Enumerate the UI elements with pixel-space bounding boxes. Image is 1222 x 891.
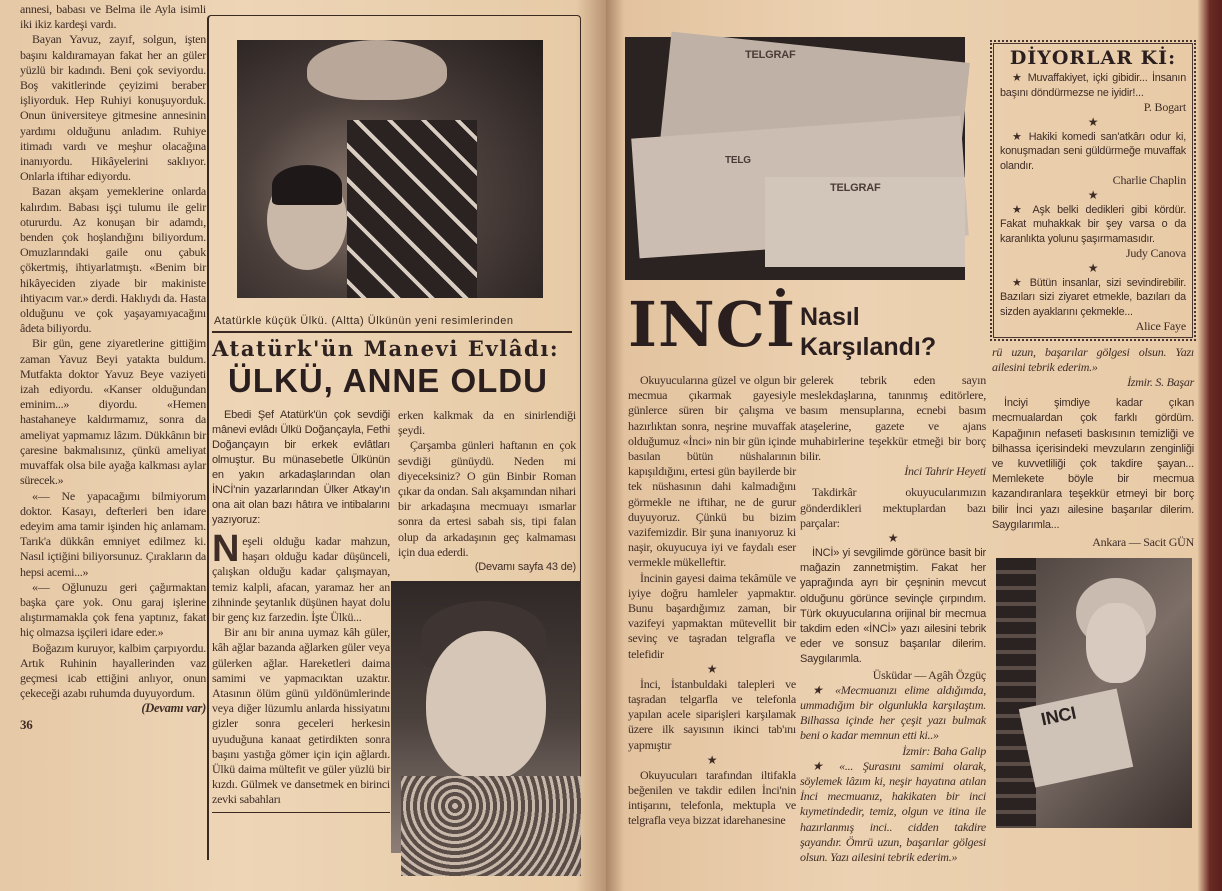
left-page <box>0 0 606 891</box>
body-text: Çarşamba günleri haftanın en çok sevdiği günüydü. Neden mi diyeceksiniz? O gün Binbir Roman çıkar da ondan. Salı akşamından nihari bir arkadaşına mecmuayı ısmarlar sonra da ertesi sabah sis, tipi falan olup da arkadaşının geç kalmaması için dua ederdi. <box>398 438 576 559</box>
paragraph: «— Oğlunuzu geri çağırmaktan başka çare yok. Onu garaj işlerine alıştırmamakla çok fena yaptınız, fakat hiç olmazsa işçileri idare eder.» <box>20 579 206 640</box>
letter: İnciyi şimdiye kadar çıkan mecmualardan çok farklı gördüm. Kapağının nefaseti baskısının temizliği ve bilhassa içerisindeki mevzuların zenginliği ve kuvvetliliği çok takdire şayan... Memlekete böyle bir mecmua kazandıranlara teşekkür etmeyi bir borç bilir İnci yazı ailesine başarılar dilerim. Saygılarımla... <box>992 397 1194 531</box>
signature: İnci Tahrir Heyeti <box>904 464 986 479</box>
telegram-label: TELGRAF <box>745 49 796 61</box>
photo-ataturk-with-child <box>237 40 543 298</box>
star-icon: ★ <box>1087 260 1099 275</box>
paragraph: «— Ne yapacağımı bilmiyorum doktor. Kasayı, defterleri ben idare edeyim ama tamir işinden hiç anlamam. Tarık'a dükkân emniyet edilmez ki. Nasıl içtiğini biliyorsunuz. Çırakların da hepsi acemi...» <box>20 488 206 579</box>
story-column <box>20 2 206 732</box>
quote-text: Muvaffakiyet, içki gibidir... İnsanın başını döndürmezse ne iyidir!... <box>1000 72 1187 99</box>
quote-author: Charlie Chaplin <box>1112 173 1186 187</box>
body-text: İncinin gayesi daima tekâmüle ve iyiye doğru hamleler yapmaktır. Bunu başardığımız zaman, bir vazifeyi yapmaktan mütevellit bir sevinç ve taşradan telgrafla ve telefidir <box>628 570 796 661</box>
right-page <box>606 0 1222 891</box>
photo-woman-reading <box>996 558 1192 828</box>
star-icon: ★ <box>706 752 718 767</box>
quote: ★ Bütün insanlar, sizi sevindirebilir. Bazıları sizi ziyaret etmekle, bazıları da sizden ayaklarını çekmekle... Alice Faye <box>1000 276 1187 333</box>
paragraph: Boğazım kuruyor, kalbim çarpıyordu. Artık Ruhinin hayallerinden vaz geçmesi icab ettiğini anlıyor, onun çekeceği azabı ruhumda duyuyordum. <box>20 640 206 701</box>
paragraph: Bazan akşam yemeklerine onlarda kalırdım. Babası işçi tulumu ile gelir otururdu. Az konuşan bir adamdı, benden çok hoşlandığını biliyordum. Omuzlarındaki gaile onu çabuk çökertmiş, ihtiyarlatmıştı. «Benim bir hikâyeciden ziyade bir makiniste ihtiyacım var.» derdi. Haklıydı da. Hasta olduğunu ve çok yaşayamıyacağını âdeta biliyordu. <box>20 184 206 336</box>
body-text: Okuyucularına güzel ve olgun bir mecmua çıkarmak gayesiyle günlerce süren bir çalışma ve hazırlıktan sonra, neşrine muvaffak olduğumuz «İnci» nin bir gün içinde basılan bütün nüshalarının kapışıldığını, ertesi gün bayilerde bir tek nüshasının dahi kalmadığını görmekle ne iftihar, ne de gurur duyuyoruz. Çünkü bu bizim vazifemizdir. Bir şuna inanıyoruz ki naşir, okuyucuya iyi ve faydalı eser vermekle mükelleftir. <box>628 373 796 570</box>
divider <box>212 331 572 333</box>
article-kicker: Atatürk'ün Manevi Evlâdı: <box>212 336 560 361</box>
quote-author: P. Bogart <box>1143 100 1186 114</box>
body-text: erken kalkmak da en sinirlendiği şeydi. <box>398 408 576 438</box>
title-line: Karşılandı? <box>800 333 937 361</box>
body-text: Bir anı bir anına uymaz kâh güler, kâh ağlar bazanda ağlarken güler veya gülerken ağlar. Hareketleri daima samimi ve yapmacıktan uzaktır. Atasının ölüm günü yıldönümlerinde veya diğer lüzumlu anlarda hissiyatını gizler sonra geceleri herkesin uyuduğuna kanaat getirdikten sonra başını yastığa gömer için için ağlardı. Ülkü daima mültefit ve güler yüzlü bir kızdı. Gülmek ve dansetmek en birinci zevki sabahları <box>212 625 390 807</box>
article-column-2 <box>800 373 987 865</box>
star-icon: ★ <box>1087 114 1099 129</box>
letter-text: «... Şurasını samimi olarak, söylemek lâzım ki, neşir hayatına atılan İnci mecmuanız, hakikaten bir inci kıymetindedir, temiz, olgun ve itina ile hazırlanmış inci.. cidden takdire şayandır. Ömrü uzun, başarılar gölgesi olsun. Yazı ailesini tebrik ederim.» <box>800 758 986 865</box>
letter-text: «Mecmuanızı elime aldığımda, ummadığım bir olgunlukla karşılaştım. Bilhassa içinde her çeşit yazı bulmak beni o kadar memnun etti ki..» <box>800 682 987 743</box>
letters-column <box>990 345 1196 551</box>
signature: Ankara — Sacit GÜN <box>1092 534 1194 549</box>
article-column-2 <box>398 408 576 853</box>
paragraph: annesi, babası ve Belma ile Ayla isimli iki ikiz kardeşi vardı. <box>20 2 206 32</box>
quote-list <box>1000 71 1186 334</box>
quote-text: Aşk belki dedikleri gibi kördür. Fakat muhakkak bir şey varsa o da karanlıkta yolunu şaşırmamasıdır. <box>1000 203 1186 245</box>
body-text: eşeli olduğu kadar mahzun, haşarı olduğu kadar düşünceli, çalışkan olduğu kadar çalışmayan, temiz kalpli, afacan, yaramaz her an zihninde şeytanlık düşünen hayat dolu bir genç kız farzedin. İşte Ülkü... <box>212 534 390 625</box>
telegram-label: TELGRAF <box>830 182 881 194</box>
quote: ★ Hakiki komedi san'atkârı odur ki, konuşmadan seni güldürmeğe muvaffak olandır. Charlie Chaplin <box>1000 130 1187 187</box>
signature: Üsküdar — Agâh Özgüç <box>872 667 986 682</box>
signature: İzmir: Baha Galip <box>902 743 986 758</box>
quotes-box <box>990 40 1196 341</box>
article-headline: ÜLKÜ, ANNE OLDU <box>228 362 548 399</box>
telegram-label: TELG <box>725 155 751 166</box>
divider <box>212 812 390 814</box>
star-icon: ★ <box>812 682 828 697</box>
title-line: Nasıl <box>800 303 860 331</box>
letter: İNCİ» yi sevgilimde görünce basit bir mağazin zannetmiştim. Fakat her yaprağında ayrı bir çeşninin mevcut olduğunu görünce sevinçle çırpındım. Türk okuyucularına orijinal bir mecmua takdim eden «İNCİ» yazı ailesini tebrik eder ve sonsuz başarılar dilerim. Saygılarımla. <box>800 547 986 666</box>
paragraph: Bir gün, gene ziyaretlerine gittiğim zaman Yavuz Beyi yatakta buldum. Mutfakta doktor Yavuz Beye vaziyeti izah ediyordu. «Kanser olduğundan eminim...» diyordu. «Hemen hastahaneye kaldırmamız, sonra da ameliyat yapmamız lâzım. Dükkânın bir çaresine bakmalısınız, çünkü ameliyat muvaffak olsa bile ayağa kalkması aylar sürecek.» <box>20 336 206 488</box>
right-column <box>990 40 1196 828</box>
paragraph: Bayan Yavuz, zayıf, solgun, işten başını kaldıramayan fakat her an güler yüzlü bir kadındı. Beni çok seviyordu. Boş vakitlerinde çeyizimi beraber işliyorduk. Hep Ruhiyi konuşuyorduk. Onun üniversiteye gitmesine annesinin yardımı olduğunu anladım. Ruhiye itimadı vardı ve meşhur olacağına inanıyordu. Hikâyelerini saklıyor. Onlarla iftihar ediyordu. <box>20 32 206 184</box>
body-text: İnci, İstanbuldaki talepleri ve taşradan telgarfla ve telefonla yapılan acele siparişleri karşılamak üzere ilk sayısının ikinci tab'ını yapmıştır <box>628 676 796 752</box>
star-icon: ★ <box>1087 187 1099 202</box>
photo-telegrams <box>625 37 965 280</box>
quote-author: Judy Canova <box>1125 246 1186 260</box>
body-text: Okuyucuları tarafından iltifakla beğenilen ve takdir edilen İnci'nin intişarını, telefonla, mektupla ve telgrafla veya bizzat idarehanesine <box>628 767 796 828</box>
continued-note: (Devamı var) <box>141 701 206 716</box>
quote-text: Hakiki komedi san'atkârı odur ki, konuşmadan seni güldürmeğe muvaffak olandır. <box>1000 130 1187 172</box>
photo-caption: Atatürkle küçük Ülkü. (Altta) Ülkünün yeni resimlerinden <box>214 315 514 327</box>
star-icon: ★ <box>812 758 830 773</box>
page-number: 36 <box>20 716 33 732</box>
quotes-title: DİYORLAR Kİ: <box>1009 47 1177 69</box>
quote: ★ Muvaffakiyet, içki gibidir... İnsanın başını döndürmezse ne iyidir!... P. Bogart <box>1000 72 1187 114</box>
letter <box>800 758 986 865</box>
article-body <box>212 528 390 808</box>
photo-ulku-portrait <box>391 581 580 853</box>
article-column-1 <box>212 408 390 813</box>
letter-continued: rü uzun, başarılar gölgesi olsun. Yazı ailesini tebrik ederim.» <box>992 344 1194 374</box>
body-text: Takdirkâr okuyucularımızın gönderdikleri mektuplardan bazı parçalar: <box>800 485 986 530</box>
intro-text: Ebedi Şef Atatürk'ün çok sevdiği mânevi evlâdı Ülkü Doğançayla, Fethi Doğançayın bir erkek evlâtları olmuştur. Bu münasebetle Ülkünün en yakın arkadaşlarından olan İNCİ'nin yazarlarından Ülker Atkay'ın ona ait olan bazı hâtıra ve intibalarını yazıyoruz: <box>212 409 390 526</box>
title-nasil <box>800 302 936 362</box>
quote-text: Bütün insanlar, sizi sevindirebilir. Bazıları sizi ziyaret etmekle, bazıları da sizden ayaklarını çekmekle... <box>1000 276 1187 318</box>
drop-cap: N <box>212 528 240 570</box>
quote-author: Alice Faye <box>1135 319 1186 333</box>
star-icon: ★ <box>887 531 899 546</box>
article-column-1 <box>628 373 796 829</box>
star-icon: ★ <box>706 661 718 676</box>
body-text: gelerek tebrik eden sayın meslekdaşlarına, tanınmış editörlere, basım mensuplarına, ecnebi basım ataşelerine, gazete ve ajans muhabirlerine teşekkür etmeği bir borç bilir. <box>800 373 986 464</box>
title-inci: INCİ <box>628 288 797 361</box>
continued-note: (Devamı sayfa 43 de) <box>474 561 576 574</box>
signature: İzmir. S. Başar <box>1127 374 1194 389</box>
quote: ★ Aşk belki dedikleri gibi kördür. Fakat muhakkak bir şey varsa o da karanlıkta yolunu şaşırmamasıdır. Judy Canova <box>1000 203 1186 260</box>
letter <box>800 683 986 744</box>
magazine-cover-title: INCI <box>1039 702 1078 730</box>
